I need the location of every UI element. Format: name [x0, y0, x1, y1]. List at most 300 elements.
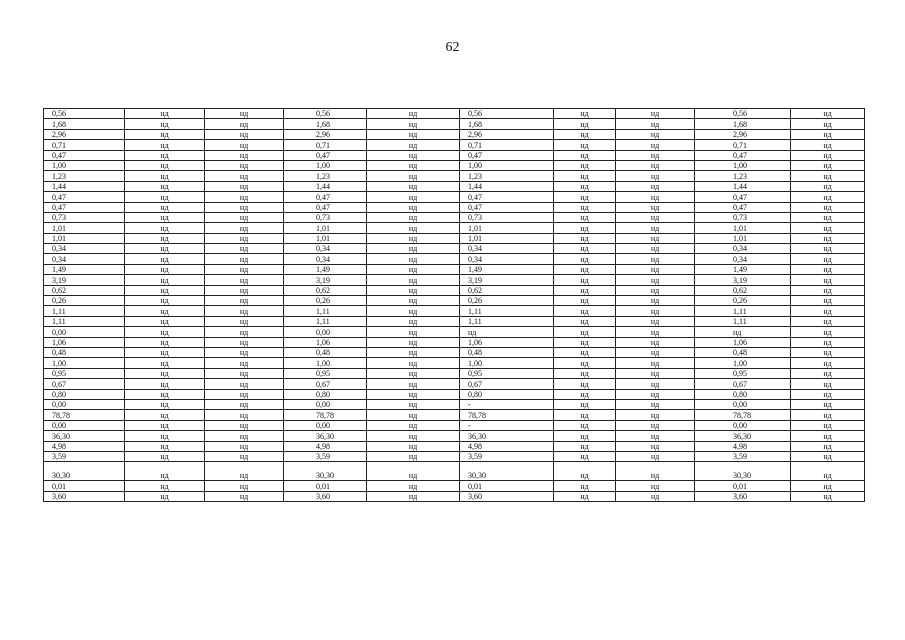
- table-cell: 0,73: [460, 212, 554, 222]
- table-cell: 3,60: [44, 491, 125, 501]
- table-cell: нд: [791, 150, 865, 160]
- table-cell: 1,01: [284, 223, 367, 233]
- table-cell: нд: [616, 192, 695, 202]
- table-cell: нд: [367, 379, 460, 389]
- table-cell: 36,30: [44, 431, 125, 441]
- table-cell: нд: [791, 275, 865, 285]
- table-cell: нд: [367, 171, 460, 181]
- table-cell: нд: [367, 347, 460, 357]
- table-cell: 1,01: [44, 233, 125, 243]
- table-cell: 1,68: [460, 119, 554, 129]
- table-cell: нд: [125, 491, 205, 501]
- table-cell: 0,62: [460, 285, 554, 295]
- table-cell: нд: [125, 140, 205, 150]
- table-cell: 0,26: [460, 296, 554, 306]
- table-cell: нд: [791, 254, 865, 264]
- table-cell: нд: [791, 399, 865, 409]
- table-cell: нд: [367, 160, 460, 170]
- table-cell: нд: [616, 491, 695, 501]
- table-cell: 0,47: [460, 202, 554, 212]
- table-cell: -: [460, 420, 554, 430]
- table-cell: 0,73: [44, 212, 125, 222]
- table-cell: нд: [125, 192, 205, 202]
- table-cell: 1,11: [460, 306, 554, 316]
- table-cell: 1,06: [284, 337, 367, 347]
- table-row: [44, 109, 865, 119]
- table-cell: нд: [616, 358, 695, 368]
- table-cell: нд: [367, 368, 460, 378]
- table-cell: 1,49: [695, 264, 791, 274]
- table-cell: нд: [791, 129, 865, 139]
- table-cell: 0,00: [44, 420, 125, 430]
- table-cell: нд: [554, 129, 616, 139]
- table-cell: 1,01: [460, 223, 554, 233]
- table-cell: нд: [554, 119, 616, 129]
- table-cell: нд: [791, 441, 865, 451]
- table-cell: нд: [367, 306, 460, 316]
- table-row: [44, 119, 865, 129]
- table-cell: нд: [125, 171, 205, 181]
- table-cell: нд: [205, 119, 284, 129]
- table-cell: нд: [125, 160, 205, 170]
- table-cell: 0,71: [460, 140, 554, 150]
- table-cell: нд: [554, 150, 616, 160]
- table-cell: нд: [367, 410, 460, 420]
- table-cell: нд: [616, 306, 695, 316]
- table-cell: нд: [367, 192, 460, 202]
- table-cell: нд: [367, 212, 460, 222]
- table-cell: 3,60: [460, 491, 554, 501]
- table-cell: нд: [554, 181, 616, 191]
- table-cell: 1,44: [460, 181, 554, 191]
- table-cell: нд: [205, 264, 284, 274]
- table-cell: 0,47: [284, 202, 367, 212]
- table-cell: нд: [205, 462, 284, 481]
- table-cell: 0,26: [695, 296, 791, 306]
- table-cell: 2,96: [460, 129, 554, 139]
- table-cell: 0,56: [284, 109, 367, 119]
- table-cell: нд: [616, 223, 695, 233]
- table-cell: нд: [616, 285, 695, 295]
- table-cell: 1,23: [460, 171, 554, 181]
- table-cell: нд: [616, 441, 695, 451]
- table-row: [44, 379, 865, 389]
- table-cell: 4,98: [44, 441, 125, 451]
- table-cell: нд: [205, 296, 284, 306]
- table-row: [44, 306, 865, 316]
- table-cell: 1,49: [284, 264, 367, 274]
- table-cell: нд: [554, 306, 616, 316]
- table-cell: нд: [791, 327, 865, 337]
- table-cell: 1,00: [284, 160, 367, 170]
- table-cell: нд: [125, 212, 205, 222]
- table-cell: 1,00: [44, 358, 125, 368]
- table-cell: нд: [205, 181, 284, 191]
- table-cell: 1,11: [44, 316, 125, 326]
- table-cell: нд: [554, 160, 616, 170]
- table-cell: нд: [205, 109, 284, 119]
- table-cell: нд: [554, 171, 616, 181]
- table-cell: 0,62: [44, 285, 125, 295]
- table-cell: нд: [125, 285, 205, 295]
- table-cell: нд: [367, 202, 460, 212]
- table-cell: 1,11: [695, 306, 791, 316]
- table-row: [44, 254, 865, 264]
- table-cell: 0,47: [695, 150, 791, 160]
- table-cell: нд: [791, 358, 865, 368]
- table-cell: нд: [205, 481, 284, 491]
- table-cell: 1,68: [44, 119, 125, 129]
- table-cell: 0,62: [695, 285, 791, 295]
- table-cell: нд: [554, 379, 616, 389]
- table-row: [44, 171, 865, 181]
- table-cell: 1,00: [44, 160, 125, 170]
- table-row: [44, 462, 865, 481]
- table-cell: нд: [125, 223, 205, 233]
- table-cell: 0,67: [460, 379, 554, 389]
- table-cell: нд: [791, 212, 865, 222]
- table-cell: нд: [791, 181, 865, 191]
- table-row: [44, 441, 865, 451]
- table-cell: нд: [791, 337, 865, 347]
- table-cell: нд: [205, 129, 284, 139]
- table-cell: нд: [125, 275, 205, 285]
- table-cell: нд: [554, 431, 616, 441]
- table-cell: 0,71: [695, 140, 791, 150]
- table-cell: 0,73: [695, 212, 791, 222]
- table-cell: 0,01: [695, 481, 791, 491]
- table-cell: нд: [205, 327, 284, 337]
- table-cell: нд: [125, 441, 205, 451]
- table-cell: 0,26: [44, 296, 125, 306]
- table-cell: нд: [367, 109, 460, 119]
- table-cell: нд: [554, 244, 616, 254]
- table-cell: 0,67: [695, 379, 791, 389]
- table-row: [44, 316, 865, 326]
- table-cell: нд: [205, 223, 284, 233]
- table-cell: нд: [791, 171, 865, 181]
- table-cell: 78,78: [460, 410, 554, 420]
- table-cell: нд: [554, 420, 616, 430]
- table-row: [44, 129, 865, 139]
- table-cell: 0,73: [284, 212, 367, 222]
- table-cell: нд: [125, 431, 205, 441]
- table-cell: 0,47: [695, 202, 791, 212]
- table-cell: нд: [367, 491, 460, 501]
- table-cell: 1,01: [695, 223, 791, 233]
- table-cell: 0,00: [695, 399, 791, 409]
- table-cell: 78,78: [284, 410, 367, 420]
- table-cell: нд: [554, 441, 616, 451]
- table-cell: нд: [616, 160, 695, 170]
- table-cell: нд: [791, 347, 865, 357]
- table-cell: нд: [367, 223, 460, 233]
- table-cell: 0,47: [44, 202, 125, 212]
- table-cell: нд: [367, 254, 460, 264]
- table-cell: нд: [616, 327, 695, 337]
- table-cell: 1,49: [460, 264, 554, 274]
- table-cell: нд: [205, 358, 284, 368]
- table-cell: нд: [554, 202, 616, 212]
- table-cell: нд: [205, 389, 284, 399]
- table-cell: нд: [791, 244, 865, 254]
- table-cell: нд: [554, 296, 616, 306]
- table-cell: нд: [367, 462, 460, 481]
- table-cell: нд: [460, 327, 554, 337]
- table-cell: 30,30: [695, 462, 791, 481]
- table-cell: нд: [616, 451, 695, 461]
- table-row: [44, 223, 865, 233]
- table-row: [44, 347, 865, 357]
- table-cell: нд: [554, 389, 616, 399]
- table-cell: нд: [616, 481, 695, 491]
- table-cell: нд: [205, 171, 284, 181]
- table-cell: нд: [616, 129, 695, 139]
- table-cell: нд: [205, 347, 284, 357]
- table-cell: нд: [367, 399, 460, 409]
- table-cell: нд: [791, 316, 865, 326]
- table-cell: нд: [791, 451, 865, 461]
- table-row: [44, 481, 865, 491]
- table-cell: 0,01: [460, 481, 554, 491]
- table-cell: нд: [205, 192, 284, 202]
- table-cell: нд: [791, 285, 865, 295]
- table-cell: нд: [205, 368, 284, 378]
- table-cell: нд: [554, 327, 616, 337]
- table-cell: 3,60: [695, 491, 791, 501]
- table-cell: 0,34: [284, 254, 367, 264]
- table-cell: нд: [367, 296, 460, 306]
- table-cell: 4,98: [460, 441, 554, 451]
- table-cell: нд: [616, 233, 695, 243]
- table-cell: нд: [616, 347, 695, 357]
- table-cell: нд: [367, 140, 460, 150]
- table-cell: нд: [205, 420, 284, 430]
- table-cell: нд: [616, 296, 695, 306]
- table-row: [44, 233, 865, 243]
- table-cell: нд: [554, 285, 616, 295]
- table-cell: нд: [205, 431, 284, 441]
- table-cell: нд: [791, 491, 865, 501]
- table-cell: 1,00: [460, 358, 554, 368]
- table-cell: нд: [791, 233, 865, 243]
- table-cell: нд: [125, 181, 205, 191]
- table-cell: нд: [205, 244, 284, 254]
- table-cell: 3,19: [695, 275, 791, 285]
- table-cell: нд: [616, 150, 695, 160]
- table-cell: нд: [367, 233, 460, 243]
- table-cell: 0,56: [44, 109, 125, 119]
- table-cell: нд: [367, 181, 460, 191]
- table-cell: 0,48: [284, 347, 367, 357]
- table-cell: 1,01: [695, 233, 791, 243]
- table-cell: нд: [205, 399, 284, 409]
- table-cell: 1,01: [44, 223, 125, 233]
- table-cell: нд: [205, 233, 284, 243]
- table-cell: нд: [616, 410, 695, 420]
- table-cell: нд: [125, 462, 205, 481]
- table-cell: 1,11: [44, 306, 125, 316]
- table-cell: 0,47: [695, 192, 791, 202]
- table-cell: 78,78: [695, 410, 791, 420]
- table-cell: 1,49: [44, 264, 125, 274]
- table-cell: нд: [554, 491, 616, 501]
- table-row: [44, 202, 865, 212]
- table-cell: нд: [616, 431, 695, 441]
- table-row: [44, 399, 865, 409]
- table-row: [44, 212, 865, 222]
- table-cell: нд: [367, 150, 460, 160]
- table-cell: нд: [554, 399, 616, 409]
- table-cell: нд: [125, 254, 205, 264]
- table-cell: нд: [125, 233, 205, 243]
- table-cell: нд: [616, 420, 695, 430]
- table-cell: нд: [367, 244, 460, 254]
- table-cell: нд: [125, 451, 205, 461]
- table-cell: нд: [205, 410, 284, 420]
- table-cell: нд: [205, 212, 284, 222]
- table-cell: нд: [367, 327, 460, 337]
- table-cell: 1,06: [460, 337, 554, 347]
- table-cell: 0,34: [460, 244, 554, 254]
- table-cell: нд: [554, 316, 616, 326]
- table-cell: нд: [695, 327, 791, 337]
- table-cell: 1,44: [695, 181, 791, 191]
- table-row: [44, 420, 865, 430]
- table-cell: нд: [125, 119, 205, 129]
- table-row: [44, 296, 865, 306]
- table-row: [44, 160, 865, 170]
- table-row: [44, 451, 865, 461]
- table-row: [44, 140, 865, 150]
- table-cell: 30,30: [44, 462, 125, 481]
- table-cell: нд: [205, 160, 284, 170]
- table-cell: нд: [205, 316, 284, 326]
- table-row: [44, 327, 865, 337]
- table-cell: нд: [791, 410, 865, 420]
- table-cell: 0,47: [284, 192, 367, 202]
- table-cell: 30,30: [284, 462, 367, 481]
- table-cell: нд: [125, 399, 205, 409]
- table-cell: 0,47: [284, 150, 367, 160]
- table-cell: 36,30: [695, 431, 791, 441]
- table-cell: 36,30: [284, 431, 367, 441]
- table-cell: нд: [616, 275, 695, 285]
- table-cell: 1,11: [460, 316, 554, 326]
- table-cell: нд: [616, 244, 695, 254]
- table-cell: нд: [791, 481, 865, 491]
- table-cell: 1,44: [284, 181, 367, 191]
- table-cell: нд: [616, 337, 695, 347]
- table-cell: 0,56: [460, 109, 554, 119]
- table-row: [44, 244, 865, 254]
- table-cell: 1,01: [284, 233, 367, 243]
- table-cell: 0,47: [44, 192, 125, 202]
- table-cell: нд: [791, 306, 865, 316]
- table-cell: нд: [554, 140, 616, 150]
- table-cell: 0,67: [284, 379, 367, 389]
- table-row: [44, 491, 865, 501]
- table-cell: 2,96: [695, 129, 791, 139]
- table-cell: 1,11: [284, 316, 367, 326]
- table-row: [44, 285, 865, 295]
- table-cell: 2,96: [284, 129, 367, 139]
- table-cell: нд: [791, 140, 865, 150]
- table-cell: 78,78: [44, 410, 125, 420]
- table-cell: нд: [125, 368, 205, 378]
- table-cell: 0,67: [44, 379, 125, 389]
- table-cell: 1,23: [44, 171, 125, 181]
- table-cell: нд: [791, 264, 865, 274]
- table-cell: 0,48: [695, 347, 791, 357]
- table-cell: нд: [367, 316, 460, 326]
- table-cell: нд: [616, 399, 695, 409]
- table-cell: 0,34: [695, 244, 791, 254]
- table-cell: 1,44: [44, 181, 125, 191]
- table-cell: 0,80: [44, 389, 125, 399]
- table-cell: 1,23: [284, 171, 367, 181]
- table-cell: нд: [125, 296, 205, 306]
- table-cell: 3,60: [284, 491, 367, 501]
- table-cell: нд: [791, 192, 865, 202]
- table-cell: нд: [616, 171, 695, 181]
- table-cell: нд: [367, 441, 460, 451]
- table-cell: 0,00: [284, 327, 367, 337]
- table-cell: нд: [616, 316, 695, 326]
- table-cell: нд: [554, 347, 616, 357]
- table-cell: нд: [616, 379, 695, 389]
- table-cell: нд: [205, 140, 284, 150]
- table-cell: 3,59: [460, 451, 554, 461]
- table-cell: нд: [205, 202, 284, 212]
- table-cell: 0,00: [44, 327, 125, 337]
- table-cell: 3,19: [44, 275, 125, 285]
- table-cell: 0,47: [460, 150, 554, 160]
- table-cell: 0,00: [284, 420, 367, 430]
- table-cell: нд: [367, 285, 460, 295]
- table-cell: 1,68: [284, 119, 367, 129]
- table-cell: нд: [205, 451, 284, 461]
- table-row: [44, 368, 865, 378]
- table-cell: 0,34: [695, 254, 791, 264]
- data-table: [43, 108, 865, 502]
- table-cell: нд: [554, 192, 616, 202]
- table-cell: 0,95: [44, 368, 125, 378]
- table-cell: 0,48: [460, 347, 554, 357]
- table-cell: нд: [205, 491, 284, 501]
- table-cell: нд: [616, 109, 695, 119]
- table-cell: нд: [554, 358, 616, 368]
- table-row: [44, 389, 865, 399]
- table-cell: нд: [554, 223, 616, 233]
- table-cell: нд: [125, 358, 205, 368]
- table-cell: нд: [205, 285, 284, 295]
- table-cell: нд: [791, 202, 865, 212]
- table-cell: нд: [616, 181, 695, 191]
- table-cell: нд: [554, 481, 616, 491]
- table-row: [44, 358, 865, 368]
- table-cell: нд: [616, 140, 695, 150]
- table-cell: нд: [125, 109, 205, 119]
- table-cell: 0,01: [44, 481, 125, 491]
- table-cell: 0,95: [695, 368, 791, 378]
- table-cell: 2,96: [44, 129, 125, 139]
- table-cell: нд: [616, 119, 695, 129]
- table-cell: нд: [791, 160, 865, 170]
- table-cell: нд: [125, 316, 205, 326]
- table-cell: 3,59: [284, 451, 367, 461]
- table-cell: 0,71: [284, 140, 367, 150]
